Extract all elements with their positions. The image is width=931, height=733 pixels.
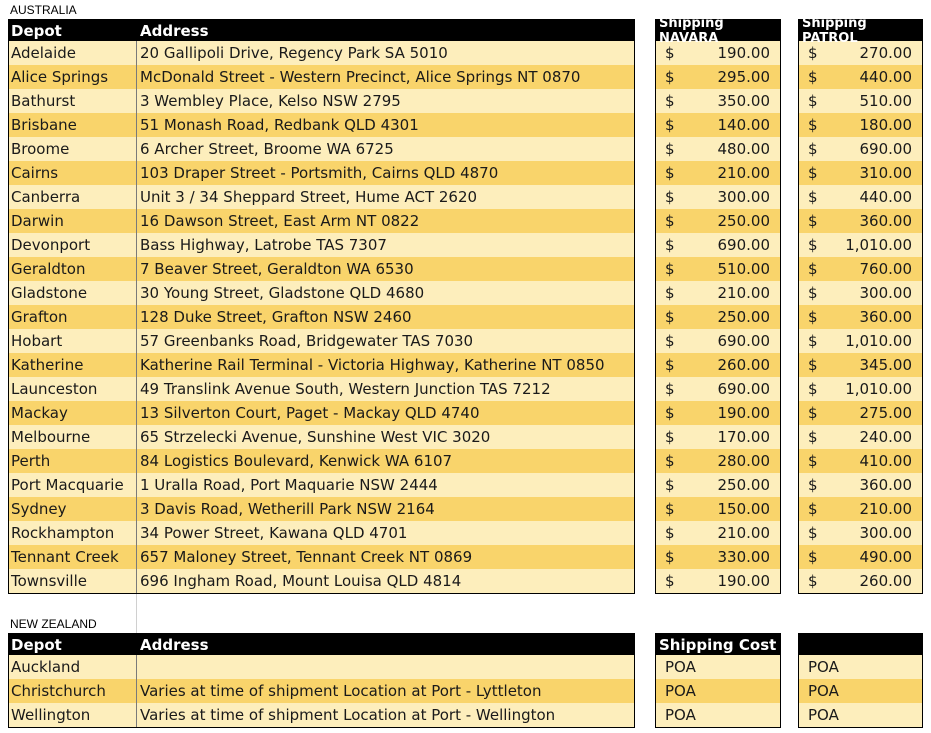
currency-symbol: $ bbox=[665, 140, 675, 158]
cost-cell-row bbox=[656, 703, 780, 727]
currency-symbol: $ bbox=[665, 164, 675, 182]
patrol-price-row bbox=[799, 233, 922, 257]
second-cost-row bbox=[799, 679, 922, 703]
patrol-price: 440.00 bbox=[859, 68, 912, 86]
address-cell: Bass Highway, Latrobe TAS 7307 bbox=[140, 236, 387, 254]
address-cell: Unit 3 / 34 Sheppard Street, Hume ACT 2620 bbox=[140, 188, 478, 206]
currency-symbol: $ bbox=[665, 116, 675, 134]
depot-cell: Katherine bbox=[9, 353, 137, 377]
patrol-price: 360.00 bbox=[859, 308, 912, 326]
navara-price-row bbox=[656, 569, 780, 593]
navara-price: 190.00 bbox=[717, 44, 770, 62]
address-cell: 7 Beaver Street, Geraldton WA 6530 bbox=[140, 260, 414, 278]
column-divider bbox=[136, 594, 137, 634]
patrol-price-row bbox=[799, 353, 922, 377]
navara-price: 690.00 bbox=[717, 236, 770, 254]
cost-cell-row bbox=[656, 655, 780, 679]
address-cell: 103 Draper Street - Portsmith, Cairns QLD 4870 bbox=[140, 164, 499, 182]
australia-patrol-table bbox=[798, 15, 923, 594]
navara-price-row bbox=[656, 113, 780, 137]
cost-value: POA bbox=[665, 682, 696, 700]
address-cell: 13 Silverton Court, Paget - Mackay QLD 4740 bbox=[140, 404, 480, 422]
patrol-price: 760.00 bbox=[859, 260, 912, 278]
australia-navara-table bbox=[655, 15, 781, 594]
cost-header-label: Shipping Cost bbox=[659, 635, 777, 654]
depot-cell: Geraldton bbox=[9, 257, 137, 281]
currency-symbol: $ bbox=[665, 548, 675, 566]
cost-value: POA bbox=[665, 658, 696, 676]
cost-header bbox=[656, 634, 780, 655]
currency-symbol: $ bbox=[665, 500, 675, 518]
currency-symbol: $ bbox=[808, 548, 818, 566]
table-header bbox=[9, 634, 634, 655]
second-cost-value: POA bbox=[808, 682, 839, 700]
navara-price-row bbox=[656, 545, 780, 569]
depot-cell: Alice Springs bbox=[9, 65, 137, 89]
patrol-price: 260.00 bbox=[859, 572, 912, 590]
table-row bbox=[9, 377, 634, 401]
navara-price-row bbox=[656, 329, 780, 353]
address-cell bbox=[137, 655, 634, 679]
patrol-price: 490.00 bbox=[859, 548, 912, 566]
nz-address-table bbox=[8, 633, 635, 728]
depot-cell: Grafton bbox=[9, 305, 137, 329]
table-row bbox=[9, 41, 634, 65]
patrol-price-row bbox=[799, 113, 922, 137]
patrol-price: 360.00 bbox=[859, 476, 912, 494]
currency-symbol: $ bbox=[808, 164, 818, 182]
currency-symbol: $ bbox=[808, 68, 818, 86]
currency-symbol: $ bbox=[808, 428, 818, 446]
table-row bbox=[9, 425, 634, 449]
nz-cost-table bbox=[655, 633, 781, 728]
currency-symbol: $ bbox=[808, 356, 818, 374]
currency-symbol: $ bbox=[808, 500, 818, 518]
currency-symbol: $ bbox=[808, 188, 818, 206]
table-row bbox=[9, 521, 634, 545]
patrol-price-row bbox=[799, 473, 922, 497]
australia-address-table bbox=[8, 19, 635, 594]
navara-price: 280.00 bbox=[717, 452, 770, 470]
currency-symbol: $ bbox=[665, 356, 675, 374]
navara-header-label: Shipping NAVARA bbox=[659, 15, 724, 46]
currency-symbol: $ bbox=[808, 524, 818, 542]
navara-price-row bbox=[656, 137, 780, 161]
patrol-price: 180.00 bbox=[859, 116, 912, 134]
currency-symbol: $ bbox=[808, 380, 818, 398]
depot-cell: Townsville bbox=[9, 569, 137, 593]
depot-cell: Hobart bbox=[9, 329, 137, 353]
second-cost-row bbox=[799, 655, 922, 679]
currency-symbol: $ bbox=[808, 92, 818, 110]
address-header: Address bbox=[140, 635, 209, 654]
second-cost-value: POA bbox=[808, 658, 839, 676]
address-cell: 84 Logistics Boulevard, Kenwick WA 6107 bbox=[140, 452, 453, 470]
patrol-price-row bbox=[799, 329, 922, 353]
patrol-price-row bbox=[799, 545, 922, 569]
table-row bbox=[9, 545, 634, 569]
currency-symbol: $ bbox=[808, 212, 818, 230]
currency-symbol: $ bbox=[808, 140, 818, 158]
depot-cell: Christchurch bbox=[9, 679, 137, 703]
patrol-price-row bbox=[799, 41, 922, 65]
navara-price-row bbox=[656, 497, 780, 521]
navara-price: 150.00 bbox=[717, 500, 770, 518]
navara-price: 250.00 bbox=[717, 308, 770, 326]
table-row bbox=[9, 679, 634, 703]
address-cell: 3 Wembley Place, Kelso NSW 2795 bbox=[140, 92, 401, 110]
patrol-price-row bbox=[799, 401, 922, 425]
navara-price-row bbox=[656, 449, 780, 473]
table-row bbox=[9, 257, 634, 281]
depot-cell: Cairns bbox=[9, 161, 137, 185]
patrol-price-row bbox=[799, 185, 922, 209]
navara-price: 690.00 bbox=[717, 332, 770, 350]
navara-price-row bbox=[656, 425, 780, 449]
patrol-price: 310.00 bbox=[859, 164, 912, 182]
currency-symbol: $ bbox=[808, 284, 818, 302]
navara-price-row bbox=[656, 377, 780, 401]
navara-price: 350.00 bbox=[717, 92, 770, 110]
navara-price-row bbox=[656, 401, 780, 425]
patrol-price-row bbox=[799, 377, 922, 401]
navara-price-row bbox=[656, 161, 780, 185]
patrol-price: 410.00 bbox=[859, 452, 912, 470]
depot-cell: Brisbane bbox=[9, 113, 137, 137]
table-row bbox=[9, 185, 634, 209]
depot-cell: Canberra bbox=[9, 185, 137, 209]
patrol-price-row bbox=[799, 209, 922, 233]
table-row bbox=[9, 233, 634, 257]
navara-price-row bbox=[656, 473, 780, 497]
patrol-price: 270.00 bbox=[859, 44, 912, 62]
patrol-price: 300.00 bbox=[859, 284, 912, 302]
currency-symbol: $ bbox=[665, 332, 675, 350]
currency-symbol: $ bbox=[665, 572, 675, 590]
depot-cell: Auckland bbox=[9, 655, 137, 679]
currency-symbol: $ bbox=[665, 212, 675, 230]
navara-price: 510.00 bbox=[717, 260, 770, 278]
address-cell: Varies at time of shipment Location at Port - Wellington bbox=[140, 706, 556, 724]
currency-symbol: $ bbox=[665, 476, 675, 494]
depot-cell: Rockhampton bbox=[9, 521, 137, 545]
patrol-price-row bbox=[799, 449, 922, 473]
cost-cell-row bbox=[656, 679, 780, 703]
currency-symbol: $ bbox=[808, 476, 818, 494]
currency-symbol: $ bbox=[665, 92, 675, 110]
table-header bbox=[9, 20, 634, 41]
patrol-price-row bbox=[799, 89, 922, 113]
depot-cell: Darwin bbox=[9, 209, 137, 233]
currency-symbol: $ bbox=[665, 428, 675, 446]
navara-price: 170.00 bbox=[717, 428, 770, 446]
second-cost-value: POA bbox=[808, 706, 839, 724]
depot-cell: Melbourne bbox=[9, 425, 137, 449]
patrol-price: 690.00 bbox=[859, 140, 912, 158]
address-cell: 16 Dawson Street, East Arm NT 0822 bbox=[140, 212, 420, 230]
depot-header: Depot bbox=[9, 20, 137, 41]
patrol-header-label: Shipping PATROL bbox=[802, 15, 867, 46]
currency-symbol: $ bbox=[665, 404, 675, 422]
address-cell: McDonald Street - Western Precinct, Alice Springs NT 0870 bbox=[140, 68, 581, 86]
depot-cell: Broome bbox=[9, 137, 137, 161]
currency-symbol: $ bbox=[665, 452, 675, 470]
patrol-price-row bbox=[799, 65, 922, 89]
patrol-price-row bbox=[799, 497, 922, 521]
address-cell: Katherine Rail Terminal - Victoria Highway, Katherine NT 0850 bbox=[140, 356, 605, 374]
patrol-header bbox=[799, 15, 922, 46]
second-cost-row bbox=[799, 703, 922, 727]
currency-symbol: $ bbox=[665, 68, 675, 86]
patrol-price-row bbox=[799, 521, 922, 545]
table-row bbox=[9, 473, 634, 497]
navara-price: 210.00 bbox=[717, 524, 770, 542]
table-row bbox=[9, 569, 634, 593]
address-cell: 657 Maloney Street, Tennant Creek NT 0869 bbox=[140, 548, 473, 566]
patrol-price: 1,010.00 bbox=[845, 236, 912, 254]
currency-symbol: $ bbox=[808, 308, 818, 326]
patrol-price-row bbox=[799, 305, 922, 329]
patrol-price: 360.00 bbox=[859, 212, 912, 230]
currency-symbol: $ bbox=[665, 44, 675, 62]
table-row bbox=[9, 113, 634, 137]
navara-price: 690.00 bbox=[717, 380, 770, 398]
patrol-price: 440.00 bbox=[859, 188, 912, 206]
navara-price-row bbox=[656, 209, 780, 233]
currency-symbol: $ bbox=[808, 404, 818, 422]
patrol-price-row bbox=[799, 569, 922, 593]
table-row bbox=[9, 65, 634, 89]
navara-price: 210.00 bbox=[717, 284, 770, 302]
table-row bbox=[9, 137, 634, 161]
currency-symbol: $ bbox=[665, 236, 675, 254]
depot-cell: Devonport bbox=[9, 233, 137, 257]
navara-price: 480.00 bbox=[717, 140, 770, 158]
depot-cell: Port Macquarie bbox=[9, 473, 137, 497]
nz-second-table bbox=[798, 633, 923, 728]
depot-cell: Perth bbox=[9, 449, 137, 473]
currency-symbol: $ bbox=[808, 44, 818, 62]
table-row bbox=[9, 449, 634, 473]
cost-value: POA bbox=[665, 706, 696, 724]
address-cell: 3 Davis Road, Wetherill Park NSW 2164 bbox=[140, 500, 435, 518]
patrol-price: 1,010.00 bbox=[845, 332, 912, 350]
address-cell: 51 Monash Road, Redbank QLD 4301 bbox=[140, 116, 419, 134]
address-cell: 57 Greenbanks Road, Bridgewater TAS 7030 bbox=[140, 332, 474, 350]
patrol-price: 345.00 bbox=[859, 356, 912, 374]
navara-price-row bbox=[656, 89, 780, 113]
currency-symbol: $ bbox=[808, 572, 818, 590]
address-cell: 696 Ingham Road, Mount Louisa QLD 4814 bbox=[140, 572, 462, 590]
table-row bbox=[9, 281, 634, 305]
currency-symbol: $ bbox=[808, 260, 818, 278]
table-row bbox=[9, 209, 634, 233]
currency-symbol: $ bbox=[665, 308, 675, 326]
depot-cell: Tennant Creek bbox=[9, 545, 137, 569]
address-cell: 6 Archer Street, Broome WA 6725 bbox=[140, 140, 394, 158]
currency-symbol: $ bbox=[808, 332, 818, 350]
depot-cell: Wellington bbox=[9, 703, 137, 727]
patrol-price-row bbox=[799, 137, 922, 161]
currency-symbol: $ bbox=[665, 524, 675, 542]
depot-cell: Gladstone bbox=[9, 281, 137, 305]
address-cell: Varies at time of shipment Location at Port - Lyttleton bbox=[140, 682, 542, 700]
patrol-price: 510.00 bbox=[859, 92, 912, 110]
navara-price-row bbox=[656, 521, 780, 545]
address-cell: 65 Strzelecki Avenue, Sunshine West VIC 3020 bbox=[140, 428, 491, 446]
navara-price: 210.00 bbox=[717, 164, 770, 182]
table-row bbox=[9, 353, 634, 377]
table-row bbox=[9, 89, 634, 113]
navara-price: 250.00 bbox=[717, 212, 770, 230]
depot-cell: Launceston bbox=[9, 377, 137, 401]
navara-price-row bbox=[656, 233, 780, 257]
depot-cell: Mackay bbox=[9, 401, 137, 425]
currency-symbol: $ bbox=[665, 380, 675, 398]
table-row bbox=[9, 161, 634, 185]
address-cell: 128 Duke Street, Grafton NSW 2460 bbox=[140, 308, 412, 326]
navara-header bbox=[656, 15, 780, 46]
patrol-price: 300.00 bbox=[859, 524, 912, 542]
navara-price: 295.00 bbox=[717, 68, 770, 86]
navara-price-row bbox=[656, 305, 780, 329]
navara-price-row bbox=[656, 281, 780, 305]
table-row bbox=[9, 305, 634, 329]
depot-header: Depot bbox=[9, 634, 137, 655]
navara-price: 330.00 bbox=[717, 548, 770, 566]
navara-price-row bbox=[656, 257, 780, 281]
currency-symbol: $ bbox=[808, 452, 818, 470]
currency-symbol: $ bbox=[665, 284, 675, 302]
address-cell: 30 Young Street, Gladstone QLD 4680 bbox=[140, 284, 425, 302]
currency-symbol: $ bbox=[808, 236, 818, 254]
navara-price-row bbox=[656, 65, 780, 89]
navara-price-row bbox=[656, 353, 780, 377]
navara-price: 140.00 bbox=[717, 116, 770, 134]
navara-price: 190.00 bbox=[717, 404, 770, 422]
new-zealand-label: NEW ZEALAND bbox=[10, 617, 97, 631]
address-cell: 1 Uralla Road, Port Maquarie NSW 2444 bbox=[140, 476, 438, 494]
depot-cell: Bathurst bbox=[9, 89, 137, 113]
patrol-price-row bbox=[799, 281, 922, 305]
address-cell: 20 Gallipoli Drive, Regency Park SA 5010 bbox=[140, 44, 448, 62]
depot-cell: Adelaide bbox=[9, 41, 137, 65]
table-row bbox=[9, 329, 634, 353]
second-cost-header bbox=[799, 634, 922, 655]
currency-symbol: $ bbox=[665, 188, 675, 206]
table-row bbox=[9, 655, 634, 679]
address-cell: 49 Translink Avenue South, Western Junction TAS 7212 bbox=[140, 380, 551, 398]
address-header: Address bbox=[140, 21, 209, 40]
navara-price: 250.00 bbox=[717, 476, 770, 494]
table-row bbox=[9, 497, 634, 521]
patrol-price-row bbox=[799, 161, 922, 185]
currency-symbol: $ bbox=[808, 116, 818, 134]
patrol-price-row bbox=[799, 425, 922, 449]
patrol-price: 275.00 bbox=[859, 404, 912, 422]
address-cell: 34 Power Street, Kawana QLD 4701 bbox=[140, 524, 408, 542]
table-row bbox=[9, 703, 634, 727]
navara-price-row bbox=[656, 185, 780, 209]
navara-price: 190.00 bbox=[717, 572, 770, 590]
depot-cell: Sydney bbox=[9, 497, 137, 521]
navara-price: 260.00 bbox=[717, 356, 770, 374]
navara-price: 300.00 bbox=[717, 188, 770, 206]
australia-label: AUSTRALIA bbox=[10, 3, 77, 17]
patrol-price: 240.00 bbox=[859, 428, 912, 446]
patrol-price: 1,010.00 bbox=[845, 380, 912, 398]
patrol-price-row bbox=[799, 257, 922, 281]
patrol-price: 210.00 bbox=[859, 500, 912, 518]
currency-symbol: $ bbox=[665, 260, 675, 278]
table-row bbox=[9, 401, 634, 425]
